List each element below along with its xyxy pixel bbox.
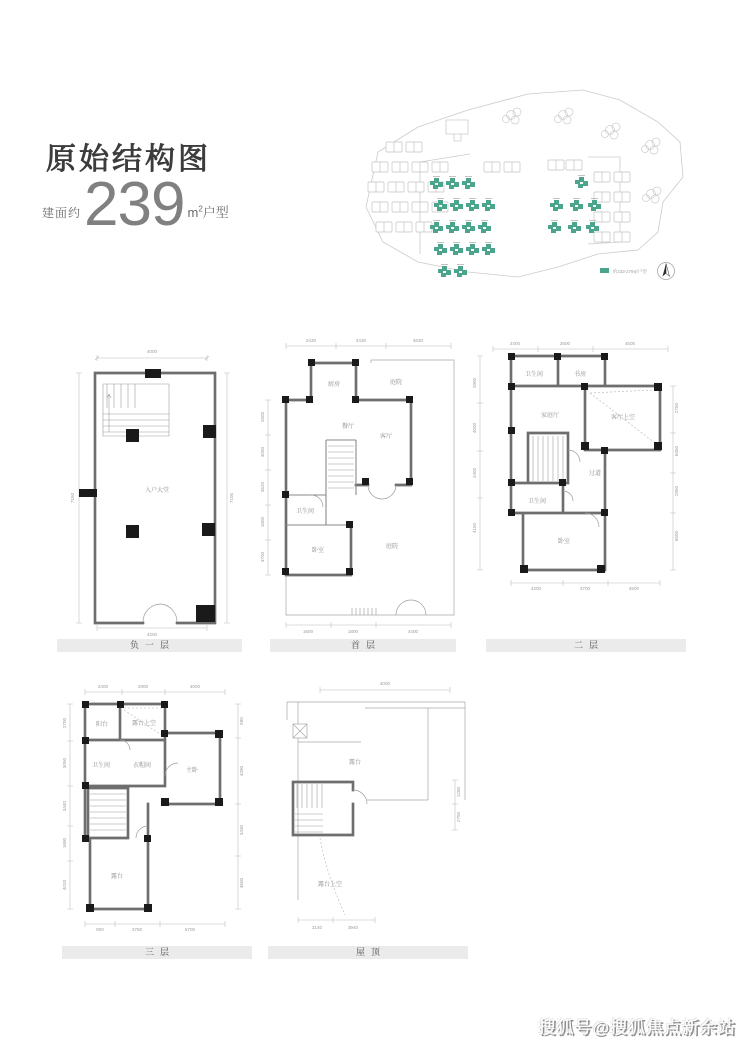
svg-text:卫生间: 卫生间 xyxy=(91,763,111,769)
svg-text:5700: 5700 xyxy=(184,927,196,932)
svg-text:1800: 1800 xyxy=(260,516,265,528)
svg-text:4630: 4630 xyxy=(412,338,424,343)
floor-plan-ground xyxy=(256,330,456,638)
svg-text:2600: 2600 xyxy=(260,411,265,423)
svg-text:露台: 露台 xyxy=(110,874,124,880)
svg-text:2430: 2430 xyxy=(355,338,367,343)
svg-text:4000: 4000 xyxy=(379,681,391,686)
svg-text:4200: 4200 xyxy=(146,632,158,637)
door-arcs xyxy=(311,485,426,615)
dashed-path xyxy=(317,838,345,915)
svg-text:3050: 3050 xyxy=(62,757,67,769)
svg-text:客厅: 客厅 xyxy=(379,434,393,440)
svg-text:4000: 4000 xyxy=(189,684,201,689)
svg-text:3940: 3940 xyxy=(347,925,359,930)
stairs xyxy=(533,436,563,481)
floor-plan-third xyxy=(60,676,256,946)
svg-text:2900: 2900 xyxy=(137,684,149,689)
compass-icon xyxy=(658,263,675,280)
svg-text:1280: 1280 xyxy=(456,786,461,798)
watermark: 搜狐号@搜狐焦点新余站 xyxy=(538,1018,736,1037)
legend-label: 约233-279㎡户型 xyxy=(613,269,647,274)
svg-text:衣帽间: 衣帽间 xyxy=(132,763,152,769)
site-legend xyxy=(600,268,647,275)
svg-text:厨房: 厨房 xyxy=(327,382,341,388)
svg-text:2600: 2600 xyxy=(559,341,571,346)
stairs xyxy=(295,784,323,832)
svg-text:3140: 3140 xyxy=(311,925,323,930)
area-value: 239 xyxy=(84,170,185,239)
svg-text:4150: 4150 xyxy=(472,522,477,534)
svg-text:3700: 3700 xyxy=(579,586,591,591)
svg-text:6450: 6450 xyxy=(674,445,679,457)
site-plan xyxy=(358,82,690,297)
svg-text:家庭厅: 家庭厅 xyxy=(540,413,560,419)
svg-text:卫生间: 卫生间 xyxy=(295,509,315,515)
caption-second: 二层 xyxy=(486,639,686,652)
stairs xyxy=(328,446,354,488)
svg-text:4500: 4500 xyxy=(472,422,477,434)
floor-plan-second xyxy=(468,333,685,638)
svg-text:2900: 2900 xyxy=(472,377,477,389)
svg-text:2400: 2400 xyxy=(97,684,109,689)
svg-text:3750: 3750 xyxy=(131,927,143,932)
svg-text:4000: 4000 xyxy=(146,349,158,354)
svg-text:露台上空: 露台上空 xyxy=(317,882,343,888)
svg-text:2950: 2950 xyxy=(674,485,679,497)
svg-text:书房: 书房 xyxy=(573,372,587,378)
svg-text:3050: 3050 xyxy=(260,446,265,458)
svg-text:主卧: 主卧 xyxy=(185,768,199,774)
svg-text:2400: 2400 xyxy=(509,341,521,346)
svg-text:2750: 2750 xyxy=(674,402,679,414)
svg-text:4400: 4400 xyxy=(407,629,419,634)
svg-text:7100: 7100 xyxy=(229,492,234,504)
caption-ground: 首层 xyxy=(270,639,456,652)
svg-text:6500: 6500 xyxy=(674,530,679,542)
svg-text:3440: 3440 xyxy=(62,800,67,812)
svg-text:露台上空: 露台上空 xyxy=(131,721,157,727)
stairs xyxy=(103,384,169,436)
svg-text:客厅上空: 客厅上空 xyxy=(610,415,636,421)
svg-text:3430: 3430 xyxy=(239,824,244,836)
stairs xyxy=(90,794,126,830)
svg-text:4600: 4600 xyxy=(239,877,244,889)
svg-text:4390: 4390 xyxy=(239,765,244,777)
svg-text:3620: 3620 xyxy=(260,481,265,493)
area-prefix: 建面约 xyxy=(42,205,82,220)
room-label: 入户大堂 xyxy=(144,488,170,494)
roof-outline xyxy=(287,702,465,900)
site-trees xyxy=(503,108,662,203)
legend-swatch xyxy=(600,268,609,273)
svg-text:4020: 4020 xyxy=(62,879,67,891)
svg-text:卫生间: 卫生间 xyxy=(527,499,547,505)
dimension-lines xyxy=(477,346,676,586)
svg-text:2700: 2700 xyxy=(62,717,67,729)
svg-text:4500: 4500 xyxy=(624,341,636,346)
svg-text:过道: 过道 xyxy=(588,471,602,477)
svg-text:餐厅: 餐厅 xyxy=(341,424,355,430)
floor-plan-basement xyxy=(57,338,242,638)
svg-text:卧室: 卧室 xyxy=(557,539,571,545)
svg-text:庭院: 庭院 xyxy=(389,380,403,386)
page-title: 原始结构图 xyxy=(46,143,211,176)
svg-text:4500: 4500 xyxy=(628,586,640,591)
area-info xyxy=(42,170,229,239)
columns xyxy=(282,359,413,575)
svg-text:1800: 1800 xyxy=(347,629,359,634)
svg-text:890: 890 xyxy=(239,717,244,725)
door-arc xyxy=(353,790,367,804)
svg-text:露台: 露台 xyxy=(348,760,362,766)
caption-roof: 屋顶 xyxy=(268,946,468,959)
entry-door-arc xyxy=(143,604,177,622)
floor-plan-roof xyxy=(265,672,472,946)
svg-text:1680: 1680 xyxy=(62,837,67,849)
svg-text:2750: 2750 xyxy=(456,811,461,823)
svg-text:900: 900 xyxy=(96,927,104,932)
svg-text:阳台: 阳台 xyxy=(95,722,109,728)
svg-text:7150: 7150 xyxy=(70,492,75,504)
svg-text:卧室: 卧室 xyxy=(311,548,325,554)
area-unit: $m^2$户型 xyxy=(187,204,229,220)
svg-text:3700: 3700 xyxy=(260,551,265,563)
svg-text:1600: 1600 xyxy=(302,629,314,634)
caption-third: 三层 xyxy=(62,946,252,959)
svg-text:卫生间: 卫生间 xyxy=(524,372,544,378)
caption-basement: 负一层 xyxy=(57,639,242,652)
svg-text:2430: 2430 xyxy=(305,338,317,343)
columns xyxy=(79,369,216,622)
svg-text:2400: 2400 xyxy=(472,467,477,479)
svg-text:4200: 4200 xyxy=(530,586,542,591)
svg-text:庭院: 庭院 xyxy=(385,544,399,550)
